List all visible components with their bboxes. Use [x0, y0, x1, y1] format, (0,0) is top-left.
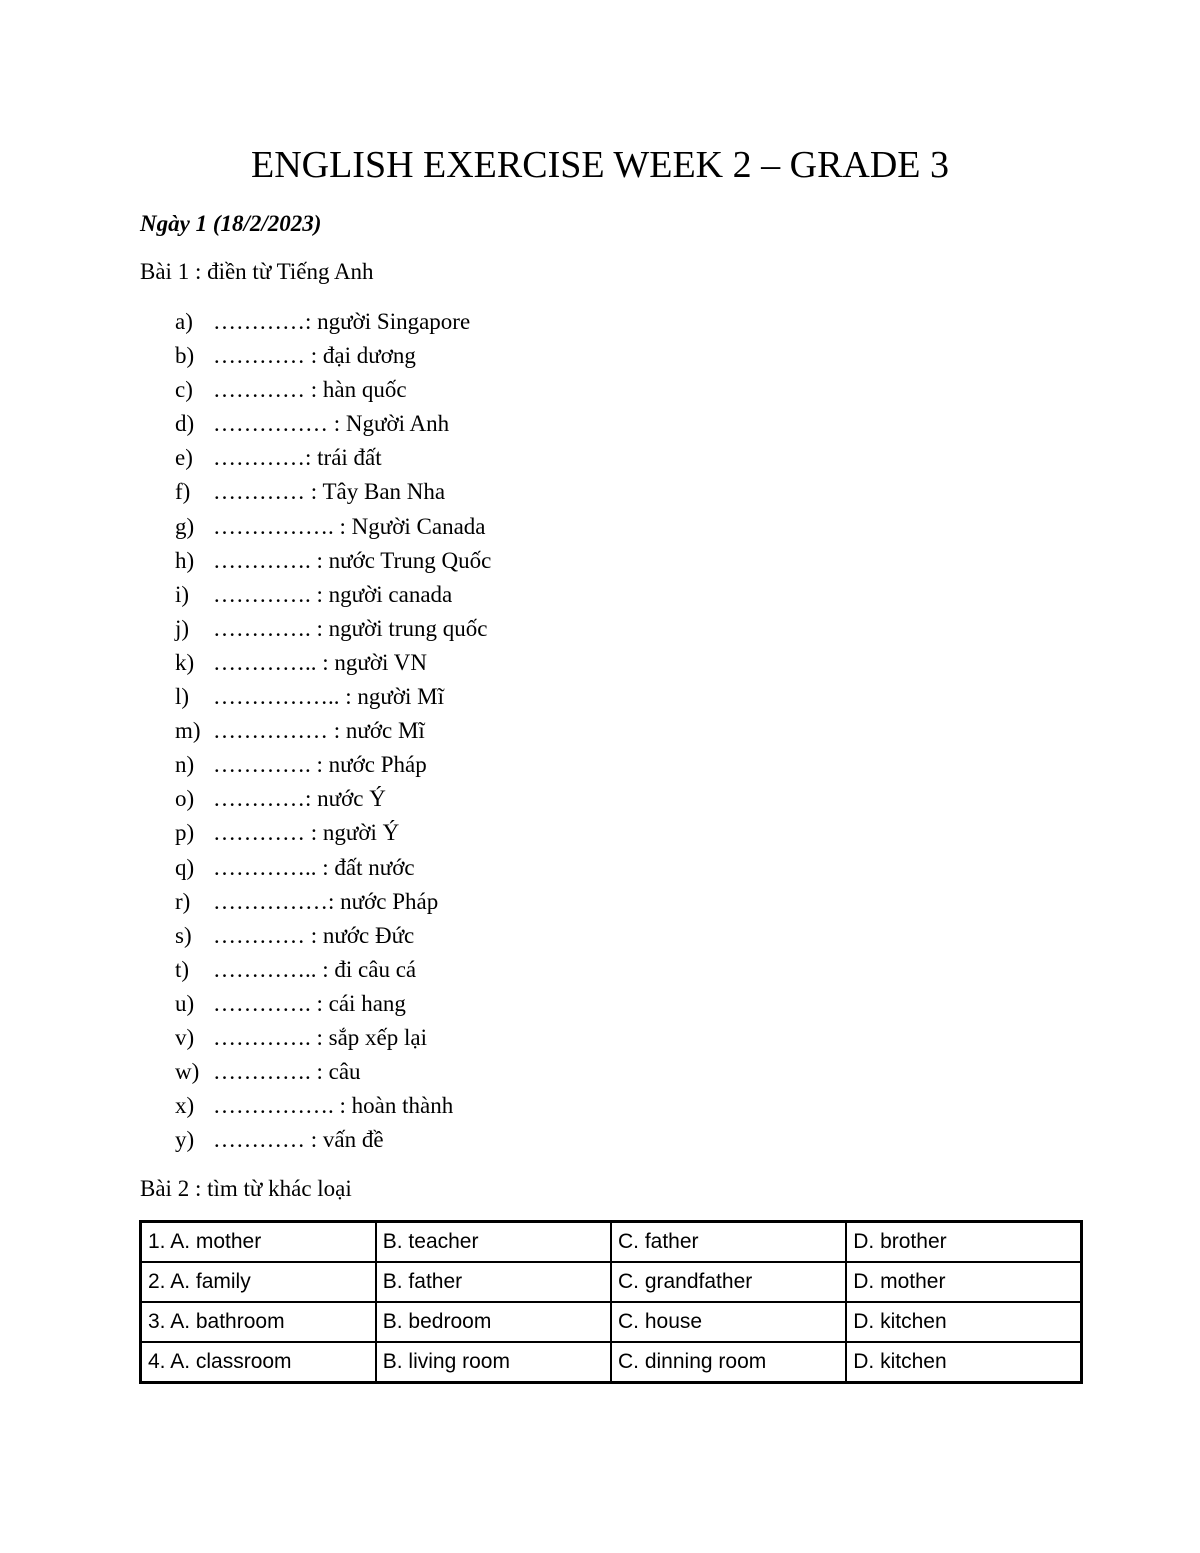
item-text: : đi câu cá	[316, 956, 417, 982]
item-text: : Người Anh	[328, 411, 450, 437]
item-text: : Người Canada	[333, 513, 486, 539]
fill-item	[175, 714, 491, 748]
fill-item	[175, 953, 491, 987]
item-text: : người canada	[310, 581, 453, 607]
item-blank: ………….	[213, 615, 311, 641]
item-letter: c)	[175, 377, 193, 403]
item-letter: r)	[175, 888, 191, 914]
item-text: : câu	[310, 1059, 361, 1085]
table-row	[141, 1222, 1082, 1263]
fill-item	[175, 1055, 491, 1089]
fill-in-list	[175, 305, 491, 1157]
fill-item	[175, 1123, 491, 1157]
fill-item	[175, 885, 491, 919]
exercise-1-heading: Bài 1 : điền từ Tiếng Anh	[140, 259, 374, 284]
item-letter: g)	[175, 513, 195, 539]
item-letter: x)	[175, 1093, 195, 1119]
table-row	[141, 1262, 1082, 1302]
table-cell: B. living room	[376, 1342, 611, 1383]
item-blank: …………..	[213, 649, 317, 675]
item-letter: b)	[175, 343, 195, 369]
table-cell: 2. A. family	[141, 1262, 376, 1302]
item-letter: s)	[175, 922, 192, 948]
fill-item	[175, 1089, 491, 1123]
table-cell: D. kitchen	[846, 1302, 1081, 1342]
fill-item	[175, 646, 491, 680]
table-cell: C. grandfather	[611, 1262, 846, 1302]
item-blank: ………….	[213, 581, 311, 607]
item-text: : cái hang	[310, 990, 406, 1016]
fill-item	[175, 851, 491, 885]
fill-item	[175, 816, 491, 850]
fill-item	[175, 510, 491, 544]
item-blank: …………	[213, 309, 305, 334]
item-blank: ……………..	[213, 684, 340, 710]
item-letter: h)	[175, 547, 195, 573]
table-cell: 4. A. classroom	[141, 1342, 376, 1383]
fill-item	[175, 612, 491, 646]
item-letter: n)	[175, 752, 195, 778]
item-blank: ……………	[213, 718, 328, 744]
item-blank: …………	[213, 343, 305, 369]
fill-item	[175, 680, 491, 714]
table-cell: D. mother	[846, 1262, 1081, 1302]
item-blank: ………….	[213, 1059, 311, 1085]
table-cell: C. father	[611, 1222, 846, 1263]
item-blank: …………	[213, 377, 305, 403]
item-blank: …………	[213, 479, 305, 505]
table-row	[141, 1342, 1082, 1383]
item-letter: q)	[175, 854, 195, 880]
item-letter: f)	[175, 479, 191, 505]
item-blank: ………….	[213, 547, 311, 573]
item-letter: o)	[175, 786, 195, 812]
fill-item	[175, 544, 491, 578]
item-blank: ……………	[213, 411, 328, 437]
item-text: : người VN	[316, 649, 427, 675]
fill-item	[175, 1021, 491, 1055]
fill-item	[175, 441, 491, 475]
exercise-2-heading: Bài 2 : tìm từ khác loại	[140, 1176, 352, 1201]
fill-item	[175, 475, 491, 509]
item-letter: k)	[175, 649, 195, 675]
item-blank: …………	[213, 922, 305, 948]
item-text: : nước Đức	[305, 922, 415, 948]
item-letter: u)	[175, 990, 195, 1016]
item-letter: y)	[175, 1127, 195, 1153]
item-text: : nước Trung Quốc	[310, 547, 492, 573]
item-blank: …………	[213, 1127, 305, 1153]
item-text: : hàn quốc	[305, 377, 407, 403]
fill-item	[175, 578, 491, 612]
item-text: : nước Ý	[305, 786, 386, 812]
item-text: : vấn đề	[305, 1127, 384, 1153]
item-text: : Tây Ban Nha	[305, 479, 446, 505]
table-cell: D. kitchen	[846, 1342, 1081, 1383]
item-blank: ………….	[213, 1024, 311, 1050]
item-letter: m)	[175, 718, 201, 744]
item-text: : trái đất	[305, 445, 382, 471]
table-cell: 1. A. mother	[141, 1222, 376, 1263]
item-blank: …………..	[213, 956, 317, 982]
item-text: : đại dương	[305, 343, 416, 369]
table-row	[141, 1302, 1082, 1342]
item-letter: j)	[175, 615, 190, 641]
fill-item	[175, 407, 491, 441]
table-cell: B. father	[376, 1262, 611, 1302]
item-blank: …………	[213, 445, 305, 471]
item-text: : đất nước	[316, 854, 415, 880]
fill-item	[175, 373, 491, 407]
table-cell: C. dinning room	[611, 1342, 846, 1383]
item-blank: …………..	[213, 854, 317, 880]
item-letter: i)	[175, 581, 190, 607]
item-blank: ……………	[213, 888, 328, 914]
table-cell: 3. A. bathroom	[141, 1302, 376, 1342]
page-title: ENGLISH EXERCISE WEEK 2 – GRADE 3	[250, 144, 950, 186]
item-letter: d)	[175, 411, 195, 437]
item-blank: …………….	[213, 1093, 334, 1119]
fill-item	[175, 339, 491, 373]
item-letter: a)	[175, 309, 193, 334]
item-blank: …………	[213, 820, 305, 846]
item-blank: ………….	[213, 990, 311, 1016]
odd-one-out-table	[139, 1220, 1083, 1384]
fill-item	[175, 919, 491, 953]
table-cell: D. brother	[846, 1222, 1081, 1263]
item-letter: p)	[175, 820, 195, 846]
table-cell: C. house	[611, 1302, 846, 1342]
item-text: : nước Mĩ	[328, 718, 425, 744]
item-text: : người Singapore	[305, 309, 471, 334]
item-blank: ………….	[213, 752, 311, 778]
item-text: : hoàn thành	[333, 1093, 454, 1119]
item-letter: w)	[175, 1059, 200, 1085]
item-text: : người trung quốc	[310, 615, 488, 641]
item-text: : nước Pháp	[310, 752, 427, 778]
table-cell: B. bedroom	[376, 1302, 611, 1342]
fill-item	[175, 748, 491, 782]
item-text: : người Mĩ	[339, 684, 444, 710]
item-letter: l)	[175, 684, 190, 710]
fill-item	[175, 305, 491, 339]
item-text: : sắp xếp lại	[310, 1024, 427, 1050]
item-text: : người Ý	[305, 820, 400, 846]
table-cell: B. teacher	[376, 1222, 611, 1263]
item-blank: …………	[213, 786, 305, 812]
item-blank: …………….	[213, 513, 334, 539]
item-letter: t)	[175, 956, 190, 982]
item-letter: e)	[175, 445, 193, 471]
item-letter: v)	[175, 1024, 195, 1050]
item-text: : nước Pháp	[328, 888, 439, 914]
fill-item	[175, 782, 491, 816]
fill-item	[175, 987, 491, 1021]
day-heading: Ngày 1 (18/2/2023)	[140, 211, 322, 236]
